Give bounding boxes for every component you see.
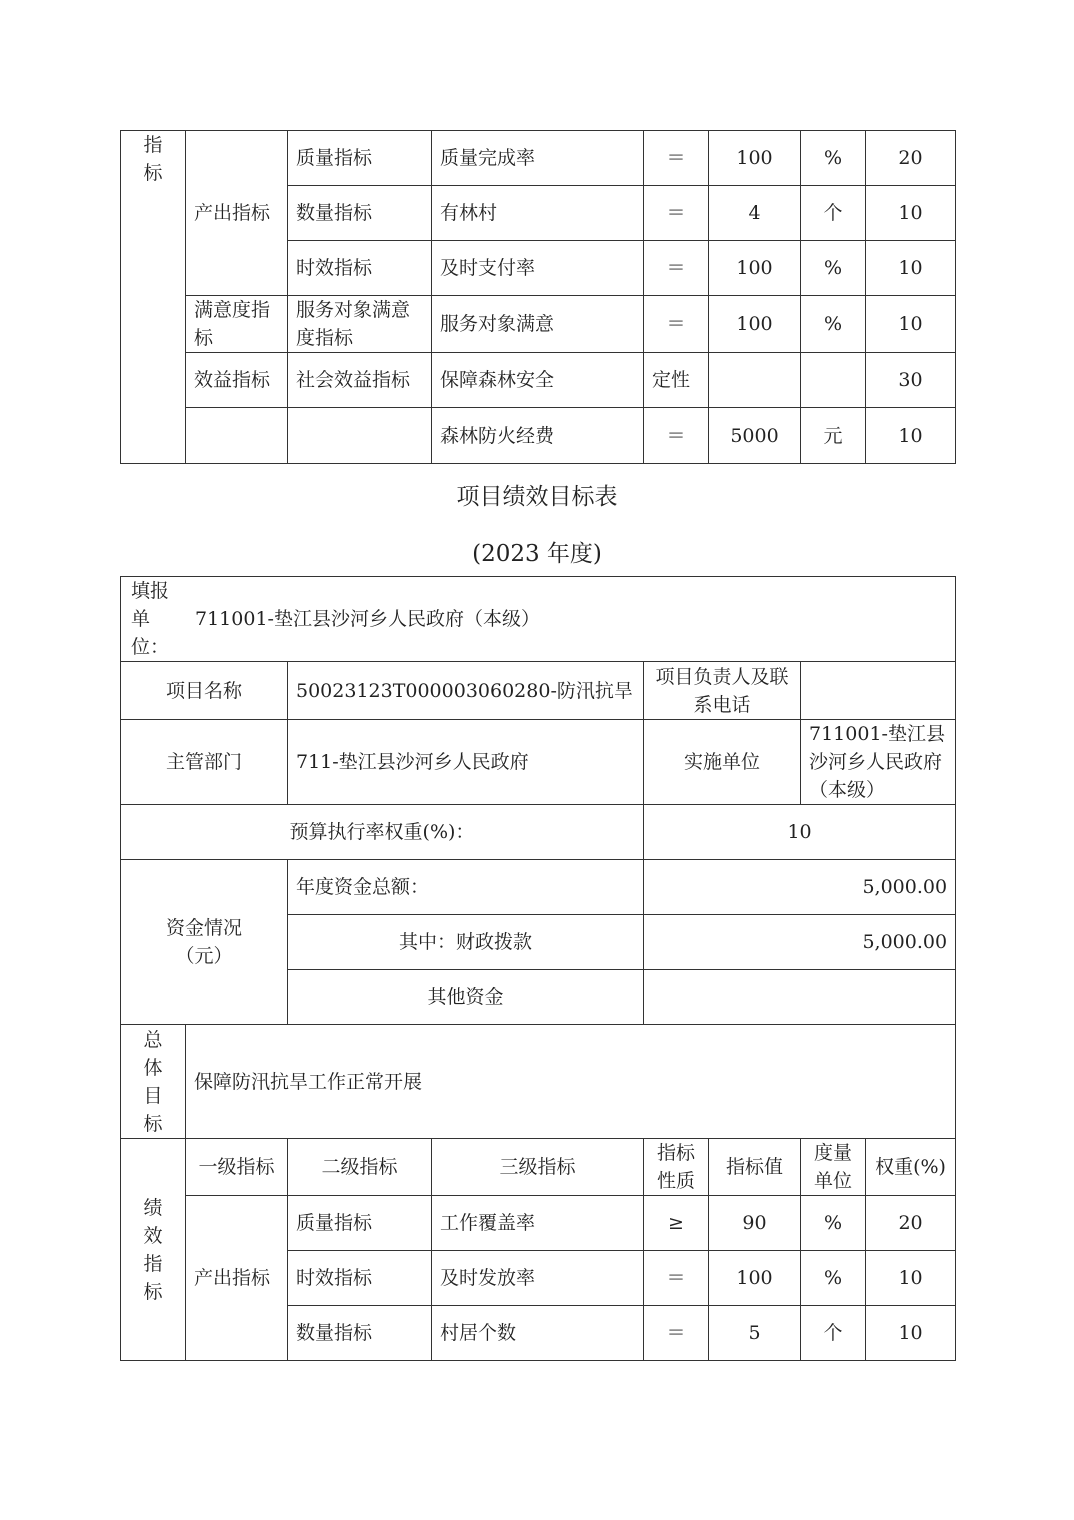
weight-cell: 20 <box>866 131 956 186</box>
l3-cell: 及时支付率 <box>432 241 644 296</box>
performance-indicator-label: 绩 效 指 标 <box>121 1139 186 1361</box>
fiscal-label: 其中：财政拨款 <box>288 915 644 970</box>
value-cell: 90 <box>709 1196 801 1251</box>
nature-cell: ＝ <box>644 1306 709 1361</box>
satisfaction-l2-cell: 服务对象满意度指标 <box>288 296 432 353</box>
extra-l1-cell <box>186 408 288 464</box>
l2-cell: 数量指标 <box>288 186 432 241</box>
budget-weight-value: 10 <box>644 805 956 860</box>
fiscal-value: 5,000.00 <box>644 915 956 970</box>
annual-total-label: 年度资金总额： <box>288 860 644 915</box>
weight-cell: 10 <box>866 1251 956 1306</box>
value-cell: 100 <box>709 1251 801 1306</box>
top-indicator-table <box>120 130 956 464</box>
other-funds-value <box>644 970 956 1025</box>
unit-cell: 个 <box>801 1306 866 1361</box>
header-l1: 一级指标 <box>186 1139 288 1196</box>
project-name-label: 项目名称 <box>121 662 288 720</box>
benefit-l2-cell: 社会效益指标 <box>288 353 432 408</box>
dept-value: 711-垫江县沙河乡人民政府 <box>288 720 644 805</box>
satisfaction-l1-cell: 满意度指标 <box>186 296 288 353</box>
l3-cell: 工作覆盖率 <box>432 1196 644 1251</box>
weight-cell: 10 <box>866 408 956 464</box>
weight-cell: 10 <box>866 1306 956 1361</box>
weight-cell: 10 <box>866 186 956 241</box>
unit-cell: % <box>801 241 866 296</box>
l3-cell: 及时发放率 <box>432 1251 644 1306</box>
l2-cell: 时效指标 <box>288 241 432 296</box>
unit-cell: % <box>801 1196 866 1251</box>
nature-cell: ＝ <box>644 241 709 296</box>
value-cell <box>709 353 801 408</box>
benefit-l1-cell: 效益指标 <box>186 353 288 408</box>
nature-cell: ＝ <box>644 408 709 464</box>
l2-cell: 质量指标 <box>288 131 432 186</box>
contact-label: 项目负责人及联系电话 <box>644 662 801 720</box>
extra-l3-cell: 森林防火经费 <box>432 408 644 464</box>
reporting-unit-label: 填报 单 位： <box>131 580 170 658</box>
indicator-side-label: 指 标 <box>121 131 186 464</box>
l2-cell: 质量指标 <box>288 1196 432 1251</box>
value-cell: 100 <box>709 131 801 186</box>
impl-label: 实施单位 <box>644 720 801 805</box>
other-funds-label: 其他资金 <box>288 970 644 1025</box>
header-unit: 度量单位 <box>801 1139 866 1196</box>
l2-cell: 数量指标 <box>288 1306 432 1361</box>
header-nature: 指标性质 <box>644 1139 709 1196</box>
output-indicator-label: 产出指标 <box>186 1196 288 1361</box>
budget-weight-label: 预算执行率权重(%)： <box>121 805 644 860</box>
benefit-l3-cell: 保障森林安全 <box>432 353 644 408</box>
header-value: 指标值 <box>709 1139 801 1196</box>
value-cell: 4 <box>709 186 801 241</box>
unit-cell: % <box>801 131 866 186</box>
funds-label: 资金情况 （元） <box>121 860 288 1025</box>
annual-total-value: 5,000.00 <box>644 860 956 915</box>
nature-cell: ＝ <box>644 1251 709 1306</box>
header-weight: 权重(%) <box>866 1139 956 1196</box>
output-indicator-label: 产出指标 <box>186 131 288 296</box>
reporting-unit-row <box>121 577 956 662</box>
l3-cell: 有林村 <box>432 186 644 241</box>
unit-cell: % <box>801 1251 866 1306</box>
satisfaction-l3-cell: 服务对象满意 <box>432 296 644 353</box>
document-title: 项目绩效目标表 <box>456 484 618 510</box>
weight-cell: 10 <box>866 296 956 353</box>
weight-cell: 30 <box>866 353 956 408</box>
value-cell: 100 <box>709 241 801 296</box>
header-l2: 二级指标 <box>288 1139 432 1196</box>
overall-goal-value: 保障防汛抗旱工作正常开展 <box>186 1025 956 1139</box>
dept-label: 主管部门 <box>121 720 288 805</box>
value-cell: 100 <box>709 296 801 353</box>
nature-cell: ＝ <box>644 186 709 241</box>
unit-cell <box>801 353 866 408</box>
l3-cell: 质量完成率 <box>432 131 644 186</box>
unit-cell: 元 <box>801 408 866 464</box>
unit-cell: % <box>801 296 866 353</box>
value-cell: 5 <box>709 1306 801 1361</box>
nature-cell: ＝ <box>644 296 709 353</box>
l2-cell: 时效指标 <box>288 1251 432 1306</box>
extra-l2-cell <box>288 408 432 464</box>
l3-cell: 村居个数 <box>432 1306 644 1361</box>
document-subtitle: (2023 年度) <box>472 541 602 567</box>
project-name-value: 50023123T000003060280-防汛抗旱 <box>288 662 644 720</box>
contact-value <box>801 662 956 720</box>
nature-cell: 定性 <box>644 353 709 408</box>
unit-cell: 个 <box>801 186 866 241</box>
reporting-unit-value: 711001-垫江县沙河乡人民政府（本级） <box>195 608 540 630</box>
value-cell: 5000 <box>709 408 801 464</box>
impl-value: 711001-垫江县沙河乡人民政府（本级） <box>801 720 956 805</box>
weight-cell: 20 <box>866 1196 956 1251</box>
nature-cell: ≥ <box>644 1196 709 1251</box>
performance-target-form <box>120 576 956 1361</box>
overall-goal-label: 总 体 目 标 <box>121 1025 186 1139</box>
nature-cell: ＝ <box>644 131 709 186</box>
header-l3: 三级指标 <box>432 1139 644 1196</box>
weight-cell: 10 <box>866 241 956 296</box>
